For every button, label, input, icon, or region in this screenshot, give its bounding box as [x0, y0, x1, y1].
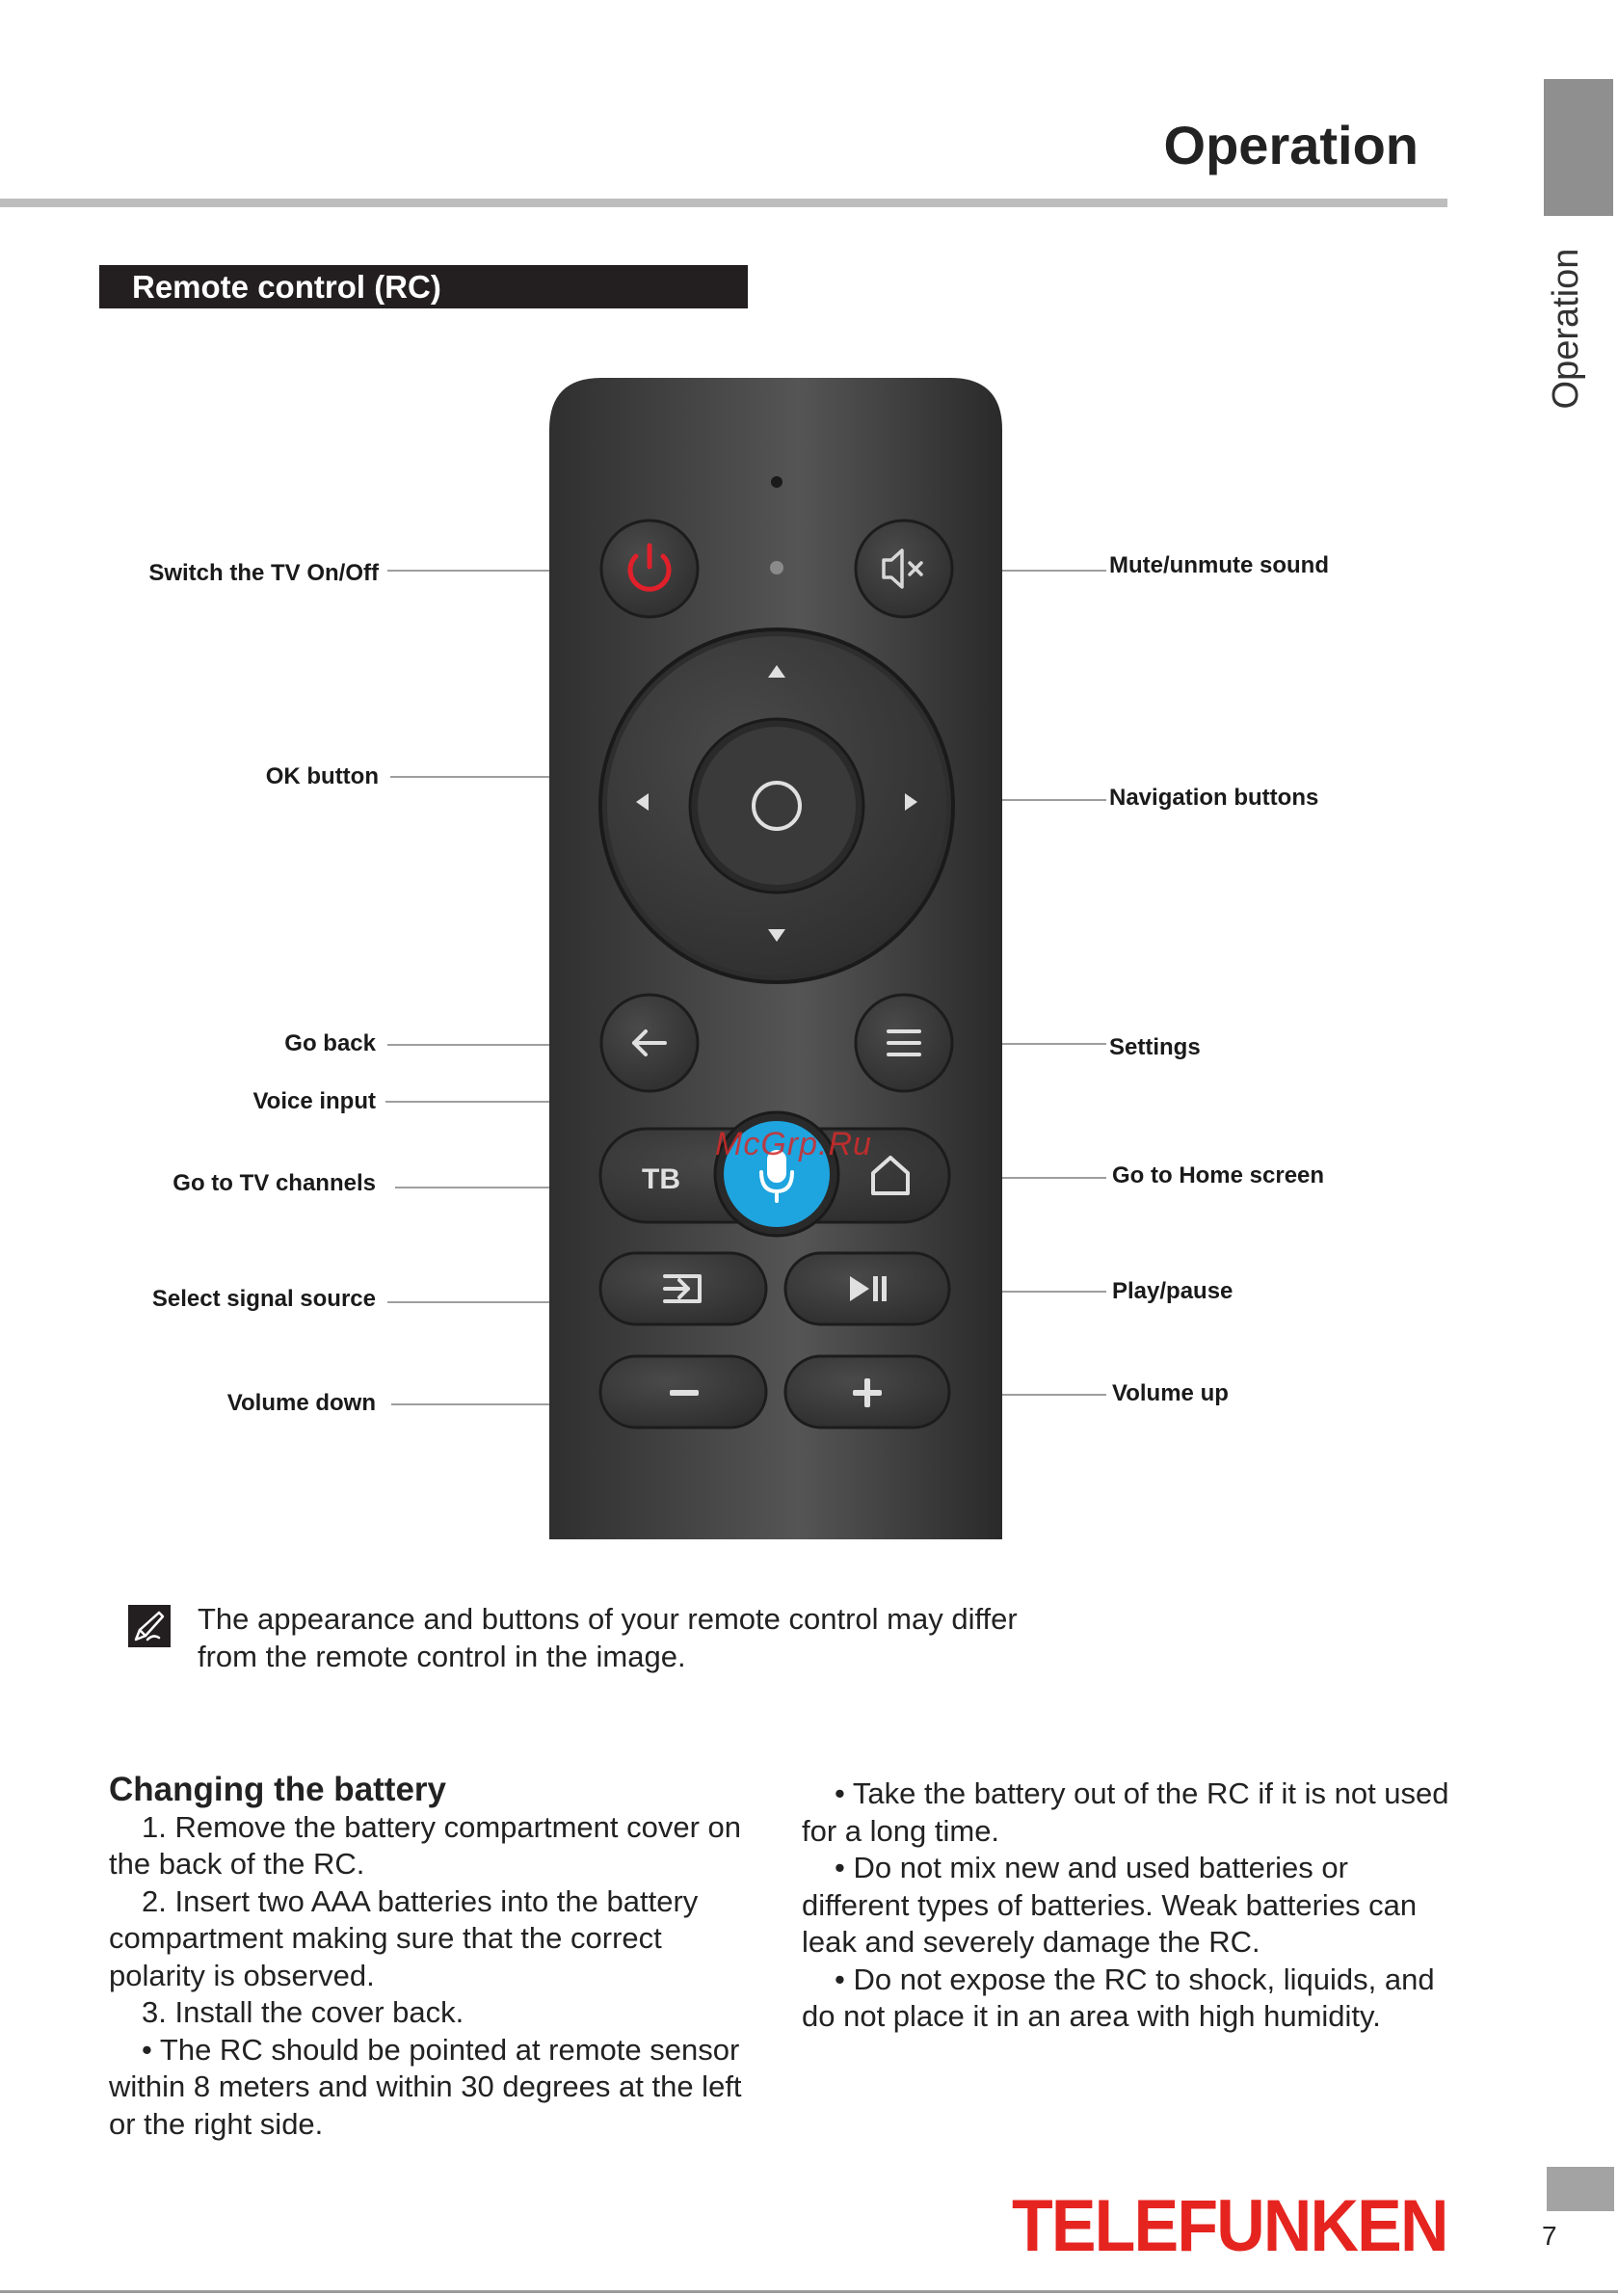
power-button	[601, 521, 698, 617]
label-tv-channels: Go to TV channels	[172, 1170, 376, 1196]
label-navigation: Navigation buttons	[1109, 785, 1319, 811]
label-back: Go back	[284, 1030, 376, 1056]
section-title: Remote control (RC)	[132, 269, 441, 305]
remote-control-illustration	[0, 366, 1618, 1562]
settings-button	[856, 995, 952, 1091]
header-rule	[0, 199, 1447, 207]
battery-bullet-remove: • Take the battery out of the RC if it is not used for a long time.	[802, 1776, 1449, 1848]
battery-step-1: 1. Remove the battery compartment cover on the back of the RC.	[109, 1809, 742, 1881]
battery-step-3: 3. Install the cover back.	[142, 1995, 464, 2029]
led-indicator	[770, 561, 783, 574]
battery-heading: Changing the battery	[109, 1771, 447, 1808]
battery-right-column	[802, 1775, 1457, 2036]
ir-sensor-dot	[771, 476, 782, 488]
label-play-pause: Play/pause	[1112, 1278, 1233, 1304]
battery-bullet-range: • The RC should be pointed at remote sensor within 8 meters and within 30 degrees at the left or the right side.	[109, 2032, 742, 2141]
battery-step-2: 2. Insert two AAA batteries into the battery compartment making sure that the correct polarity is observed.	[109, 1883, 699, 1992]
label-volume-up: Volume up	[1112, 1380, 1229, 1406]
battery-bullet-mix: • Do not mix new and used batteries or different types of batteries. Weak batteries can leak and severely damage the RC.	[802, 1851, 1418, 1959]
brand-logo: TELEFUNKEN	[1012, 2185, 1447, 2267]
ok-button	[690, 719, 863, 893]
note-text: The appearance and buttons of your remote control may differ from the remote control in the image.	[198, 1602, 1018, 1673]
back-button	[601, 995, 698, 1091]
label-mute: Mute/unmute sound	[1109, 552, 1329, 578]
label-home: Go to Home screen	[1112, 1162, 1325, 1188]
minus-icon	[670, 1390, 699, 1396]
battery-bullet-expose: • Do not expose the RC to shock, liquids, and do not place it in an area with high humidity.	[802, 1962, 1435, 2033]
mute-button	[856, 521, 952, 617]
bottom-rule	[0, 2290, 1618, 2293]
battery-left-column	[109, 1772, 745, 2143]
side-tab-label: Operation	[1546, 248, 1586, 410]
label-voice: Voice input	[252, 1088, 376, 1114]
pencil-note-icon	[128, 1605, 171, 1647]
tv-channels-button-label: TB	[642, 1163, 680, 1195]
label-source: Select signal source	[151, 1286, 376, 1312]
page-title: Operation	[1163, 115, 1419, 175]
label-settings: Settings	[1109, 1034, 1201, 1060]
watermark-text: McGrp.Ru	[715, 1126, 872, 1162]
label-power: Switch the TV On/Off	[148, 560, 379, 586]
page-number: 7	[1542, 2221, 1557, 2251]
label-volume-down: Volume down	[226, 1390, 376, 1416]
label-ok: OK button	[265, 763, 379, 789]
page-number-tab	[1547, 2167, 1614, 2211]
